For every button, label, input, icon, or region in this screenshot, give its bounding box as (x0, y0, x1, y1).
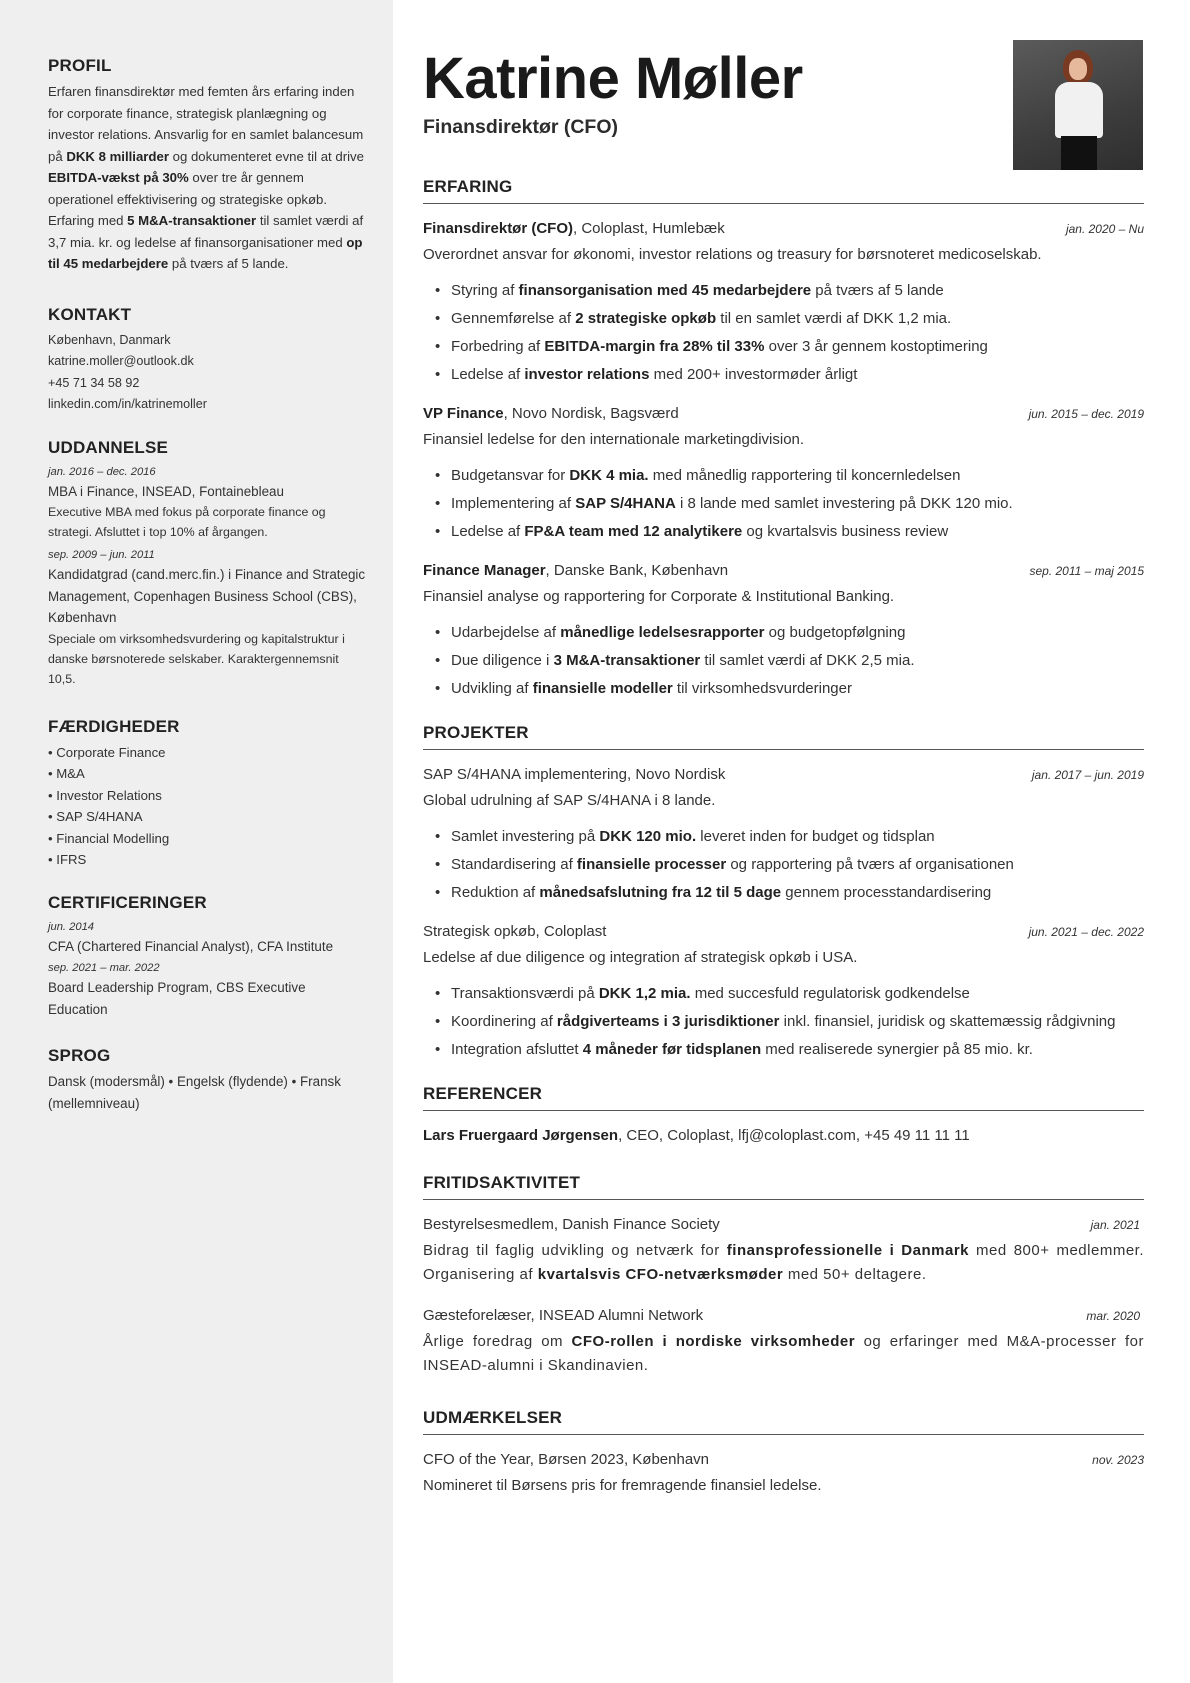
experience-bullet (435, 277, 1144, 305)
bullet-text: Ledelse af (451, 523, 525, 540)
project-date: jun. 2021 – dec. 2022 (1028, 925, 1144, 939)
bullet-highlight: rådgiverteams i 3 jurisdiktioner (556, 1013, 780, 1030)
experience-entry-header (423, 403, 1144, 425)
bullet-text: Koordinering af (451, 1013, 557, 1030)
sidebar (0, 0, 393, 1683)
experience-title-role: Finance Manager (423, 562, 546, 579)
experience-title-company: , Danske Bank, København (545, 562, 729, 579)
bullet-highlight: EBITDA-margin fra 28% til 33% (544, 338, 765, 355)
experience-bullet (435, 675, 1144, 703)
experience-bullet (435, 619, 1144, 647)
profile-highlight: 5 M&A-transaktioner (127, 213, 257, 228)
bullet-text: på tværs af 5 lande (811, 282, 944, 299)
profile-text-part: og dokumenteret evne til at drive (168, 148, 364, 164)
leisure-entry-header (423, 1214, 1144, 1236)
contact-section (48, 305, 367, 416)
bullet-highlight: investor relations (524, 366, 650, 383)
photo-shirt (1055, 82, 1103, 138)
award-desc: Nomineret til Børsens pris for fremragende finansiel ledelse. (423, 1477, 822, 1494)
experience-title (423, 403, 679, 425)
certification-date: sep. 2021 – mar. 2022 (48, 962, 160, 974)
certification-date: jun. 2014 (48, 920, 95, 933)
reference-entry (423, 1125, 1144, 1147)
bullet-text: Udarbejdelse af (451, 624, 561, 641)
leisure-desc-highlight: kvartalsvis CFO-netværksmøder (537, 1266, 784, 1283)
education-desc: Executive MBA med fokus på corporate finance og strategi. Afsluttet i top 10% af årgangen. (48, 505, 326, 539)
bullet-highlight: finansielle modeller (532, 680, 673, 697)
experience-date: sep. 2011 – maj 2015 (1029, 564, 1144, 578)
profile-text (48, 81, 367, 275)
leisure-entry (423, 1214, 1144, 1287)
bullet-text: Styring af (451, 282, 519, 299)
project-title: Strategisk opkøb, Coloplast (423, 923, 607, 940)
experience-bullets (435, 462, 1144, 546)
project-entry-header (423, 921, 1144, 943)
reference-details: , CEO, Coloplast, lfj@coloplast.com, +45 49 11 11 11 (618, 1127, 970, 1144)
bullet-text: gennem processtandardisering (781, 884, 992, 901)
education-title: Kandidatgrad (cand.merc.fin.) i Finance and Strategic Management, Copenhagen Business School (CBS), København (48, 567, 366, 625)
award-title: CFO of the Year, Børsen 2023, København (423, 1451, 710, 1468)
bullet-text: med realiserede synergier på 85 mio. kr. (761, 1041, 1033, 1058)
experience-bullet (435, 490, 1144, 518)
skill-item: • IFRS (48, 852, 87, 867)
certifications-heading: CERTIFICERINGER (48, 892, 207, 912)
experience-desc: Finansiel analyse og rapportering for Corporate & Institutional Banking. (423, 588, 895, 605)
experience-bullet (435, 333, 1144, 361)
experience-list (423, 218, 1144, 703)
candidate-name: Katrine Møller (423, 46, 803, 111)
main-content (393, 0, 1190, 1683)
leisure-desc-part: og erfaringer med M&A-processer for INSEAD-alumni i Skandinavien. (423, 1333, 1144, 1374)
skill-item: • M&A (48, 766, 85, 781)
photo-pants (1061, 136, 1097, 170)
bullet-text: Implementering af (451, 495, 576, 512)
photo-face (1069, 58, 1087, 80)
bullet-text: med månedlig rapportering til koncernledelsen (648, 467, 961, 484)
leisure-date: mar. 2020 (1086, 1309, 1140, 1323)
experience-bullet (435, 518, 1144, 546)
skill-item: • Investor Relations (48, 787, 162, 803)
experience-bullets (435, 277, 1144, 389)
leisure-heading: FRITIDSAKTIVITET (423, 1173, 1144, 1200)
experience-entry (423, 218, 1144, 389)
experience-bullets (435, 619, 1144, 703)
certifications-section (48, 893, 367, 1021)
bullet-text: og rapportering på tværs af organisationen (726, 856, 1014, 873)
skill-item: • Financial Modelling (48, 830, 170, 846)
bullet-text: inkl. finansiel, juridisk og skattemæssig rådgivning (779, 1013, 1116, 1030)
contact-location: København, Danmark (48, 332, 171, 347)
bullet-highlight: 2 strategiske opkøb (575, 310, 717, 327)
contact-email[interactable]: katrine.moller@outlook.dk (48, 354, 194, 368)
project-bullet (435, 879, 1144, 907)
contact-heading: KONTAKT (48, 304, 132, 324)
project-date: jan. 2017 – jun. 2019 (1031, 768, 1144, 782)
references-section (423, 1084, 1144, 1147)
bullet-text: Standardisering af (451, 856, 577, 873)
education-heading: UDDANNELSE (48, 437, 169, 457)
awards-heading: UDMÆRKELSER (423, 1408, 1144, 1435)
bullet-highlight: DKK 120 mio. (599, 828, 697, 845)
bullet-text: i 8 lande med samlet investering på DKK 120 mio. (675, 495, 1013, 512)
profile-highlight: EBITDA-vækst på 30% (48, 170, 189, 185)
project-bullet (435, 823, 1144, 851)
certification-title: Board Leadership Program, CBS Executive Education (48, 980, 306, 1017)
references-heading: REFERENCER (423, 1084, 1144, 1111)
certification-title: CFA (Chartered Financial Analyst), CFA Institute (48, 938, 334, 954)
education-date: sep. 2009 – jun. 2011 (48, 549, 155, 561)
profile-highlight: op til 45 medarbejdere (48, 234, 363, 271)
leisure-title: Gæsteforelæser, INSEAD Alumni Network (423, 1307, 704, 1324)
project-entry (423, 764, 1144, 907)
bullet-text: Due diligence i (451, 652, 554, 669)
experience-date: jun. 2015 – dec. 2019 (1028, 407, 1144, 421)
skills-section (48, 717, 367, 871)
bullet-highlight: 4 måneder før tidsplanen (582, 1041, 762, 1058)
awards-section (423, 1408, 1144, 1498)
bullet-highlight: FP&A team med 12 analytikere (524, 523, 743, 540)
skill-item: • SAP S/4HANA (48, 809, 143, 824)
leisure-desc (423, 1239, 1144, 1287)
bullet-text: med succesfuld regulatorisk godkendelse (690, 985, 970, 1002)
education-section (48, 438, 367, 689)
bullet-text: og kvartalsvis business review (742, 523, 949, 540)
leisure-desc (423, 1330, 1144, 1378)
project-title: SAP S/4HANA implementering, Novo Nordisk (423, 766, 726, 783)
bullet-text: Gennemførelse af (451, 310, 576, 327)
leisure-entry (423, 1305, 1144, 1378)
leisure-desc-highlight: CFO-rollen i nordiske virksomheder (571, 1333, 856, 1350)
bullet-highlight: finansielle processer (576, 856, 727, 873)
bullet-text: Budgetansvar for (451, 467, 570, 484)
education-date: jan. 2016 – dec. 2016 (48, 465, 156, 478)
experience-bullet (435, 361, 1144, 389)
leisure-desc-highlight: finansprofessionelle i Danmark (726, 1242, 970, 1259)
contact-linkedin[interactable]: linkedin.com/in/katrinemoller (48, 397, 207, 411)
projects-section (423, 723, 1144, 1064)
profile-highlight: DKK 8 milliarder (66, 148, 169, 164)
projects-heading: PROJEKTER (423, 723, 1144, 750)
experience-desc: Overordnet ansvar for økonomi, investor relations og treasury for børsnoteret medicoselskab. (423, 246, 1042, 263)
bullet-text: Udvikling af (451, 680, 533, 697)
experience-title-role: Finansdirektør (CFO) (423, 220, 574, 237)
languages-section (48, 1046, 367, 1114)
project-bullets (435, 823, 1144, 907)
leisure-title: Bestyrelsesmedlem, Danish Finance Society (423, 1216, 720, 1233)
bullet-text: Transaktionsværdi på (451, 985, 599, 1002)
experience-bullet (435, 305, 1144, 333)
leisure-date: jan. 2021 (1090, 1218, 1140, 1232)
experience-bullet (435, 462, 1144, 490)
profile-text-part: til samlet værdi af 3,7 mia. kr. og ledelse af finansorganisationer med (48, 213, 364, 250)
bullet-highlight: månedlige ledelsesrapporter (560, 624, 765, 641)
bullet-text: over 3 år gennem kostoptimering (764, 338, 988, 355)
leisure-desc-part: Årlige foredrag om (423, 1333, 572, 1350)
bullet-text: med 200+ investormøder årligt (649, 366, 858, 383)
profile-photo (1013, 40, 1143, 170)
languages-text: Dansk (modersmål) • Engelsk (flydende) • Fransk (mellemniveau) (48, 1074, 341, 1111)
bullet-text: til samlet værdi af DKK 2,5 mia. (700, 652, 915, 669)
project-bullets (435, 980, 1144, 1064)
bullet-text: til virksomhedsvurderinger (672, 680, 852, 697)
bullet-highlight: DKK 4 mia. (569, 467, 649, 484)
project-bullet (435, 1036, 1144, 1064)
profile-text-part: over tre år gennem operationel effektivisering og strategiske opkøb. Erfaring med (48, 170, 328, 228)
experience-entry-header (423, 218, 1144, 240)
bullet-text: Integration afsluttet (451, 1041, 583, 1058)
leisure-desc-part: med 800+ medlemmer. Organisering af (423, 1242, 1144, 1283)
experience-entry-header (423, 560, 1144, 582)
award-date: nov. 2023 (1092, 1453, 1144, 1467)
project-entry-header (423, 764, 1144, 786)
projects-list (423, 764, 1144, 1064)
contact-phone[interactable]: +45 71 34 58 92 (48, 375, 140, 390)
bullet-highlight: 3 M&A-transaktioner (553, 652, 701, 669)
candidate-role: Finansdirektør (CFO) (423, 116, 619, 138)
experience-title (423, 218, 725, 240)
project-desc: Global udrulning af SAP S/4HANA i 8 lande. (423, 792, 716, 809)
profile-section (48, 56, 367, 275)
project-bullet (435, 851, 1144, 879)
project-bullet (435, 980, 1144, 1008)
bullet-text: og budgetopfølgning (764, 624, 906, 641)
skills-heading: FÆRDIGHEDER (48, 716, 180, 736)
leisure-entry-header (423, 1305, 1144, 1327)
experience-heading: ERFARING (423, 177, 1144, 204)
experience-title-company: , Coloplast, Humlebæk (573, 220, 725, 237)
profile-text-part: på tværs af 5 lande. (168, 256, 289, 271)
project-bullet (435, 1008, 1144, 1036)
leisure-desc-part: Bidrag til faglig udvikling og netværk for (423, 1242, 727, 1259)
award-entry (423, 1449, 1144, 1498)
project-entry (423, 921, 1144, 1064)
skill-item: • Corporate Finance (48, 744, 166, 760)
experience-date: jan. 2020 – Nu (1065, 222, 1144, 236)
experience-entry (423, 560, 1144, 703)
bullet-highlight: månedsafslutning fra 12 til 5 dage (539, 884, 782, 901)
bullet-text: Ledelse af (451, 366, 525, 383)
languages-heading: SPROG (48, 1046, 111, 1065)
experience-desc: Finansiel ledelse for den internationale marketingdivision. (423, 431, 805, 448)
bullet-text: Reduktion af (451, 884, 540, 901)
bullet-text: leveret inden for budget og tidsplan (696, 828, 935, 845)
bullet-text: Samlet investering på (451, 828, 600, 845)
experience-section (423, 177, 1144, 703)
bullet-highlight: DKK 1,2 mia. (598, 985, 691, 1002)
bullet-highlight: finansorganisation med 45 medarbejdere (518, 282, 812, 299)
experience-bullet (435, 647, 1144, 675)
leisure-section (423, 1173, 1144, 1378)
profile-text-part: Erfaren finansdirektør med femten års erfaring inden for corporate finance, strategisk planlægning og investor relations. Ansvarlig for en samlet balancesum på (48, 84, 364, 164)
bullet-highlight: SAP S/4HANA (575, 495, 676, 512)
education-desc: Speciale om virksomhedsvurdering og kapitalstruktur i danske børsnoterede selskaber. Karaktergennemsnit 10,5. (48, 631, 345, 686)
experience-title-company: , Novo Nordisk, Bagsværd (503, 405, 679, 422)
leisure-desc-part: med 50+ deltagere. (783, 1266, 927, 1283)
project-desc: Ledelse af due diligence og integration af strategisk opkøb i USA. (423, 949, 858, 966)
bullet-text: Forbedring af (451, 338, 545, 355)
bullet-text: til en samlet værdi af DKK 1,2 mia. (716, 310, 952, 327)
award-entry-header (423, 1449, 1144, 1471)
experience-entry (423, 403, 1144, 546)
profile-heading: PROFIL (48, 56, 112, 75)
reference-name: Lars Fruergaard Jørgensen (423, 1127, 619, 1144)
education-title: MBA i Finance, INSEAD, Fontainebleau (48, 483, 284, 499)
experience-title-role: VP Finance (423, 405, 504, 422)
experience-title (423, 560, 728, 582)
